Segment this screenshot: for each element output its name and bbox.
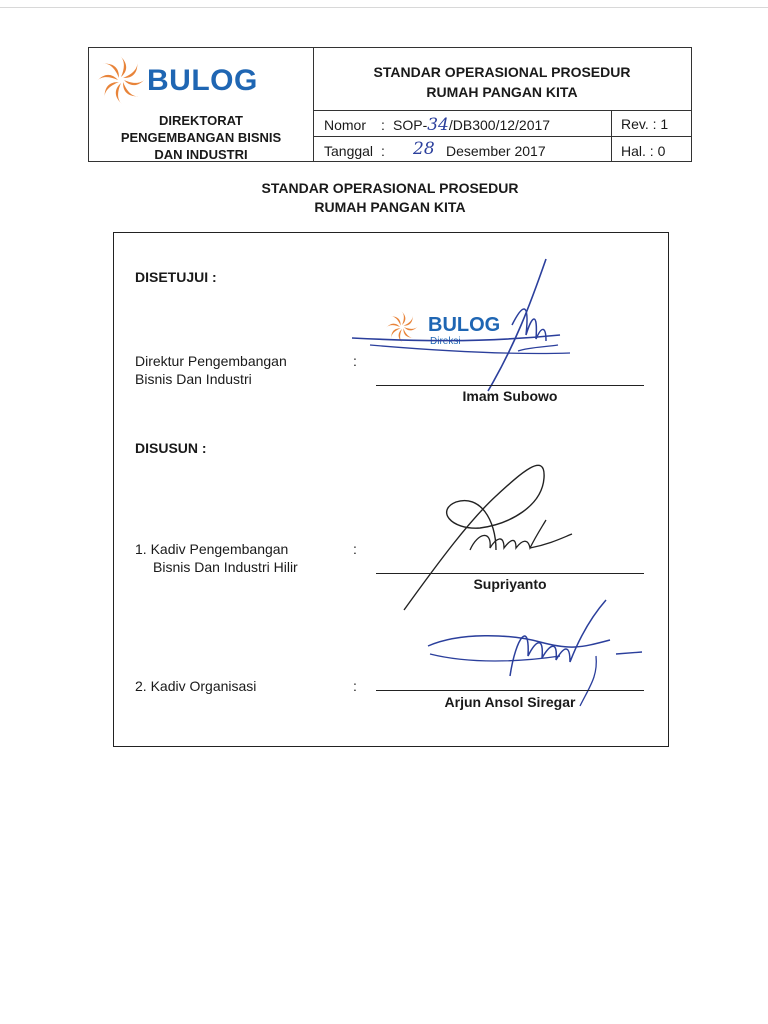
page-number: Hal. : 0 xyxy=(621,143,666,159)
tanggal-day-handwritten: 28 xyxy=(413,139,435,159)
approver-role: Direktur Pengembangan Bisnis Dan Industri xyxy=(135,353,287,387)
author2-name: Arjun Ansol Siregar xyxy=(444,694,576,710)
tanggal-label: Tanggal xyxy=(324,143,374,159)
approver-name: Imam Subowo xyxy=(462,388,558,404)
document-header-table xyxy=(88,47,692,162)
revision: Rev. : 1 xyxy=(621,116,669,132)
document-title: STANDAR OPERASIONAL PROSEDUR RUMAH PANGAN KITA xyxy=(261,180,519,215)
author1-name: Supriyanto xyxy=(473,576,547,592)
header-title: STANDAR OPERASIONAL PROSEDUR RUMAH PANGAN KITA xyxy=(373,64,631,100)
author2-role: 2. Kadiv Organisasi xyxy=(135,678,257,694)
disetujui-label: DISETUJUI : xyxy=(135,269,217,285)
author1-signature xyxy=(400,450,590,620)
bulog-logo-text: BULOG xyxy=(147,64,258,97)
tanggal-separator: : xyxy=(381,143,385,159)
tanggal-month-year: Desember 2017 xyxy=(446,143,546,159)
directorate-name: DIREKTORAT PENGEMBANGAN BISNIS DAN INDUSTRI xyxy=(120,113,282,162)
author2-signature-line xyxy=(376,690,644,691)
nomor-value: SOP-34/DB300/12/2017 xyxy=(393,115,551,135)
nomor-handwritten: 34 xyxy=(427,115,449,135)
page-scan-edge xyxy=(0,7,768,8)
bulog-logo-icon xyxy=(95,54,147,106)
nomor-label: Nomor xyxy=(324,117,367,133)
author2-colon: : xyxy=(353,678,357,694)
approver-signature xyxy=(350,255,580,395)
disusun-label: DISUSUN : xyxy=(135,440,207,456)
approver-colon: : xyxy=(353,353,357,369)
author1-signature-line xyxy=(376,573,644,574)
nomor-separator: : xyxy=(381,117,385,133)
author1-colon: : xyxy=(353,541,357,557)
author1-role: 1. Kadiv Pengembangan Bisnis Dan Industri Hilir xyxy=(135,541,298,575)
stamp-text: BULOG xyxy=(428,314,501,336)
stamp-subtext: Direksi xyxy=(430,336,461,347)
approver-signature-line xyxy=(376,385,644,386)
